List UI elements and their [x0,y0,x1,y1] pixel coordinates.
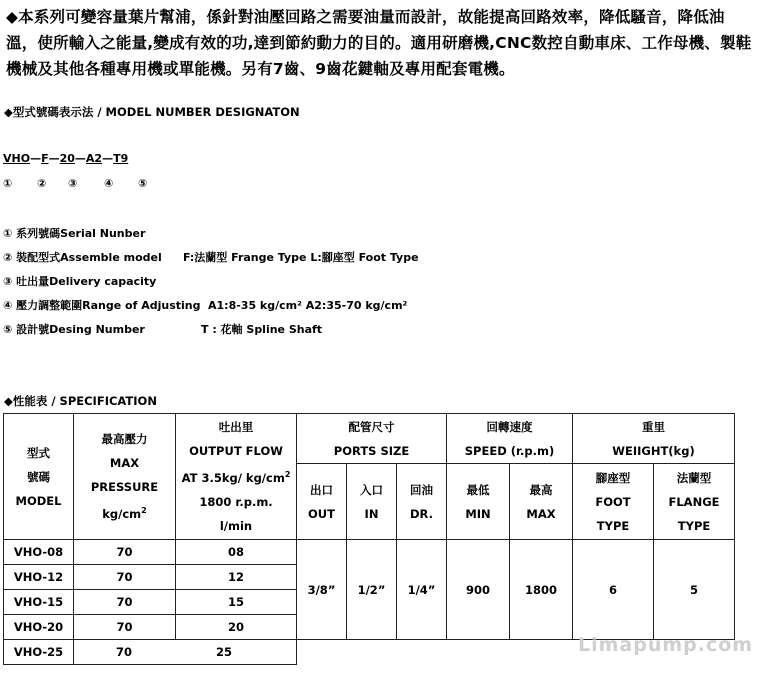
cell-min: 900 [447,540,510,640]
table-row: VHO-12 70 12 [4,565,735,590]
legend-item: ② 裝配型式Assemble model F:法蘭型 Frange Type L:腳座型 Foot Type [3,251,419,264]
code-sep: — [102,152,114,165]
code-part: VHO [3,152,31,165]
cell-flange: 5 [654,540,735,640]
header-model: 型式 號碼 MODEL [4,414,74,540]
cell-foot: 6 [573,540,654,640]
header-pressure: 最高壓力 MAX PRESSURE $kg/cm^2$ [74,414,176,540]
marker-1: ① [3,177,13,190]
code-sep: — [30,152,42,165]
header-weight: 重里 WEIIGHT(kg) [573,414,735,464]
legend-item: ⑤ 設計號Desing Number T : 花軸 Spline Shaft [3,323,323,336]
code-sep: — [48,152,60,165]
cell-in: 1/2” [347,540,397,640]
legend-item: ④ 壓力調整範圍Range of Adjusting A1:8-35 kg/cm² A2:35-70 kg/cm² [3,299,408,312]
legend-item: ① 系列號碼Serial Nunber [3,227,146,240]
cell-dr: 1/4” [397,540,447,640]
header-ports: 配管尺寸 PORTS SIZE [297,414,447,464]
marker-5: ⑤ [138,177,148,190]
model-section-title: ◆型式號碼表示法 / MODEL NUMBER DESIGNATON [4,105,300,119]
sub-dr: 回油 DR. [397,464,447,540]
header-speed: 回轉速度 SPEED (r.p.m) [447,414,573,464]
code-part: 20 [59,152,75,165]
spec-section-title: ◆性能表 / SPECIFICATION [4,394,157,408]
marker-3: ③ [68,177,78,190]
table-row-last: VHO-25 70 25 [4,640,735,665]
table-row: VHO-20 70 20 [4,615,735,640]
sub-out: 出口 OUT [297,464,347,540]
legend-item: ③ 吐出量Delivery capacity [3,275,157,288]
sub-flange: 法蘭型 FLANGE TYPE [654,464,735,540]
cell-out: 3/8” [297,540,347,640]
sub-in: 入口 IN [347,464,397,540]
code-sep: — [74,152,86,165]
table-row: VHO-15 70 15 [4,590,735,615]
intro-paragraph: ◆本系列可變容量葉片幫浦，係針對油壓回路之需要油量而設計，故能提高回路效率，降低騷音，降低油溫，使所輸入之能量,變成有效的功,達到節約動力的目的。適用研磨機,CNC数控自動車床、工作母機、製鞋機械及其他各種專用機或單能機。另有7齒、9齒花鍵軸及專用配套電機。 [6,8,752,78]
sub-foot: 腳座型 FOOT TYPE [573,464,654,540]
code-part: A2 [85,152,103,165]
model-code [3,152,128,165]
cell-max: 1800 [510,540,573,640]
code-part: F [41,152,49,165]
sub-max: 最高 MAX [510,464,573,540]
watermark: Limapump.com [578,634,754,656]
code-part: T9 [113,152,129,165]
table-row: VHO-08 70 08 3/8” 1/2” 1/4” 900 1800 6 5 [4,540,735,565]
sub-min: 最低 MIN [447,464,510,540]
spec-table [3,413,735,665]
marker-2: ② [37,177,47,190]
header-flow: 吐出里 OUTPUT FLOW AT 3.5kg/ $kg/cm^2$ 1800 r.p.m. l/min [176,414,297,540]
marker-4: ④ [104,177,114,190]
